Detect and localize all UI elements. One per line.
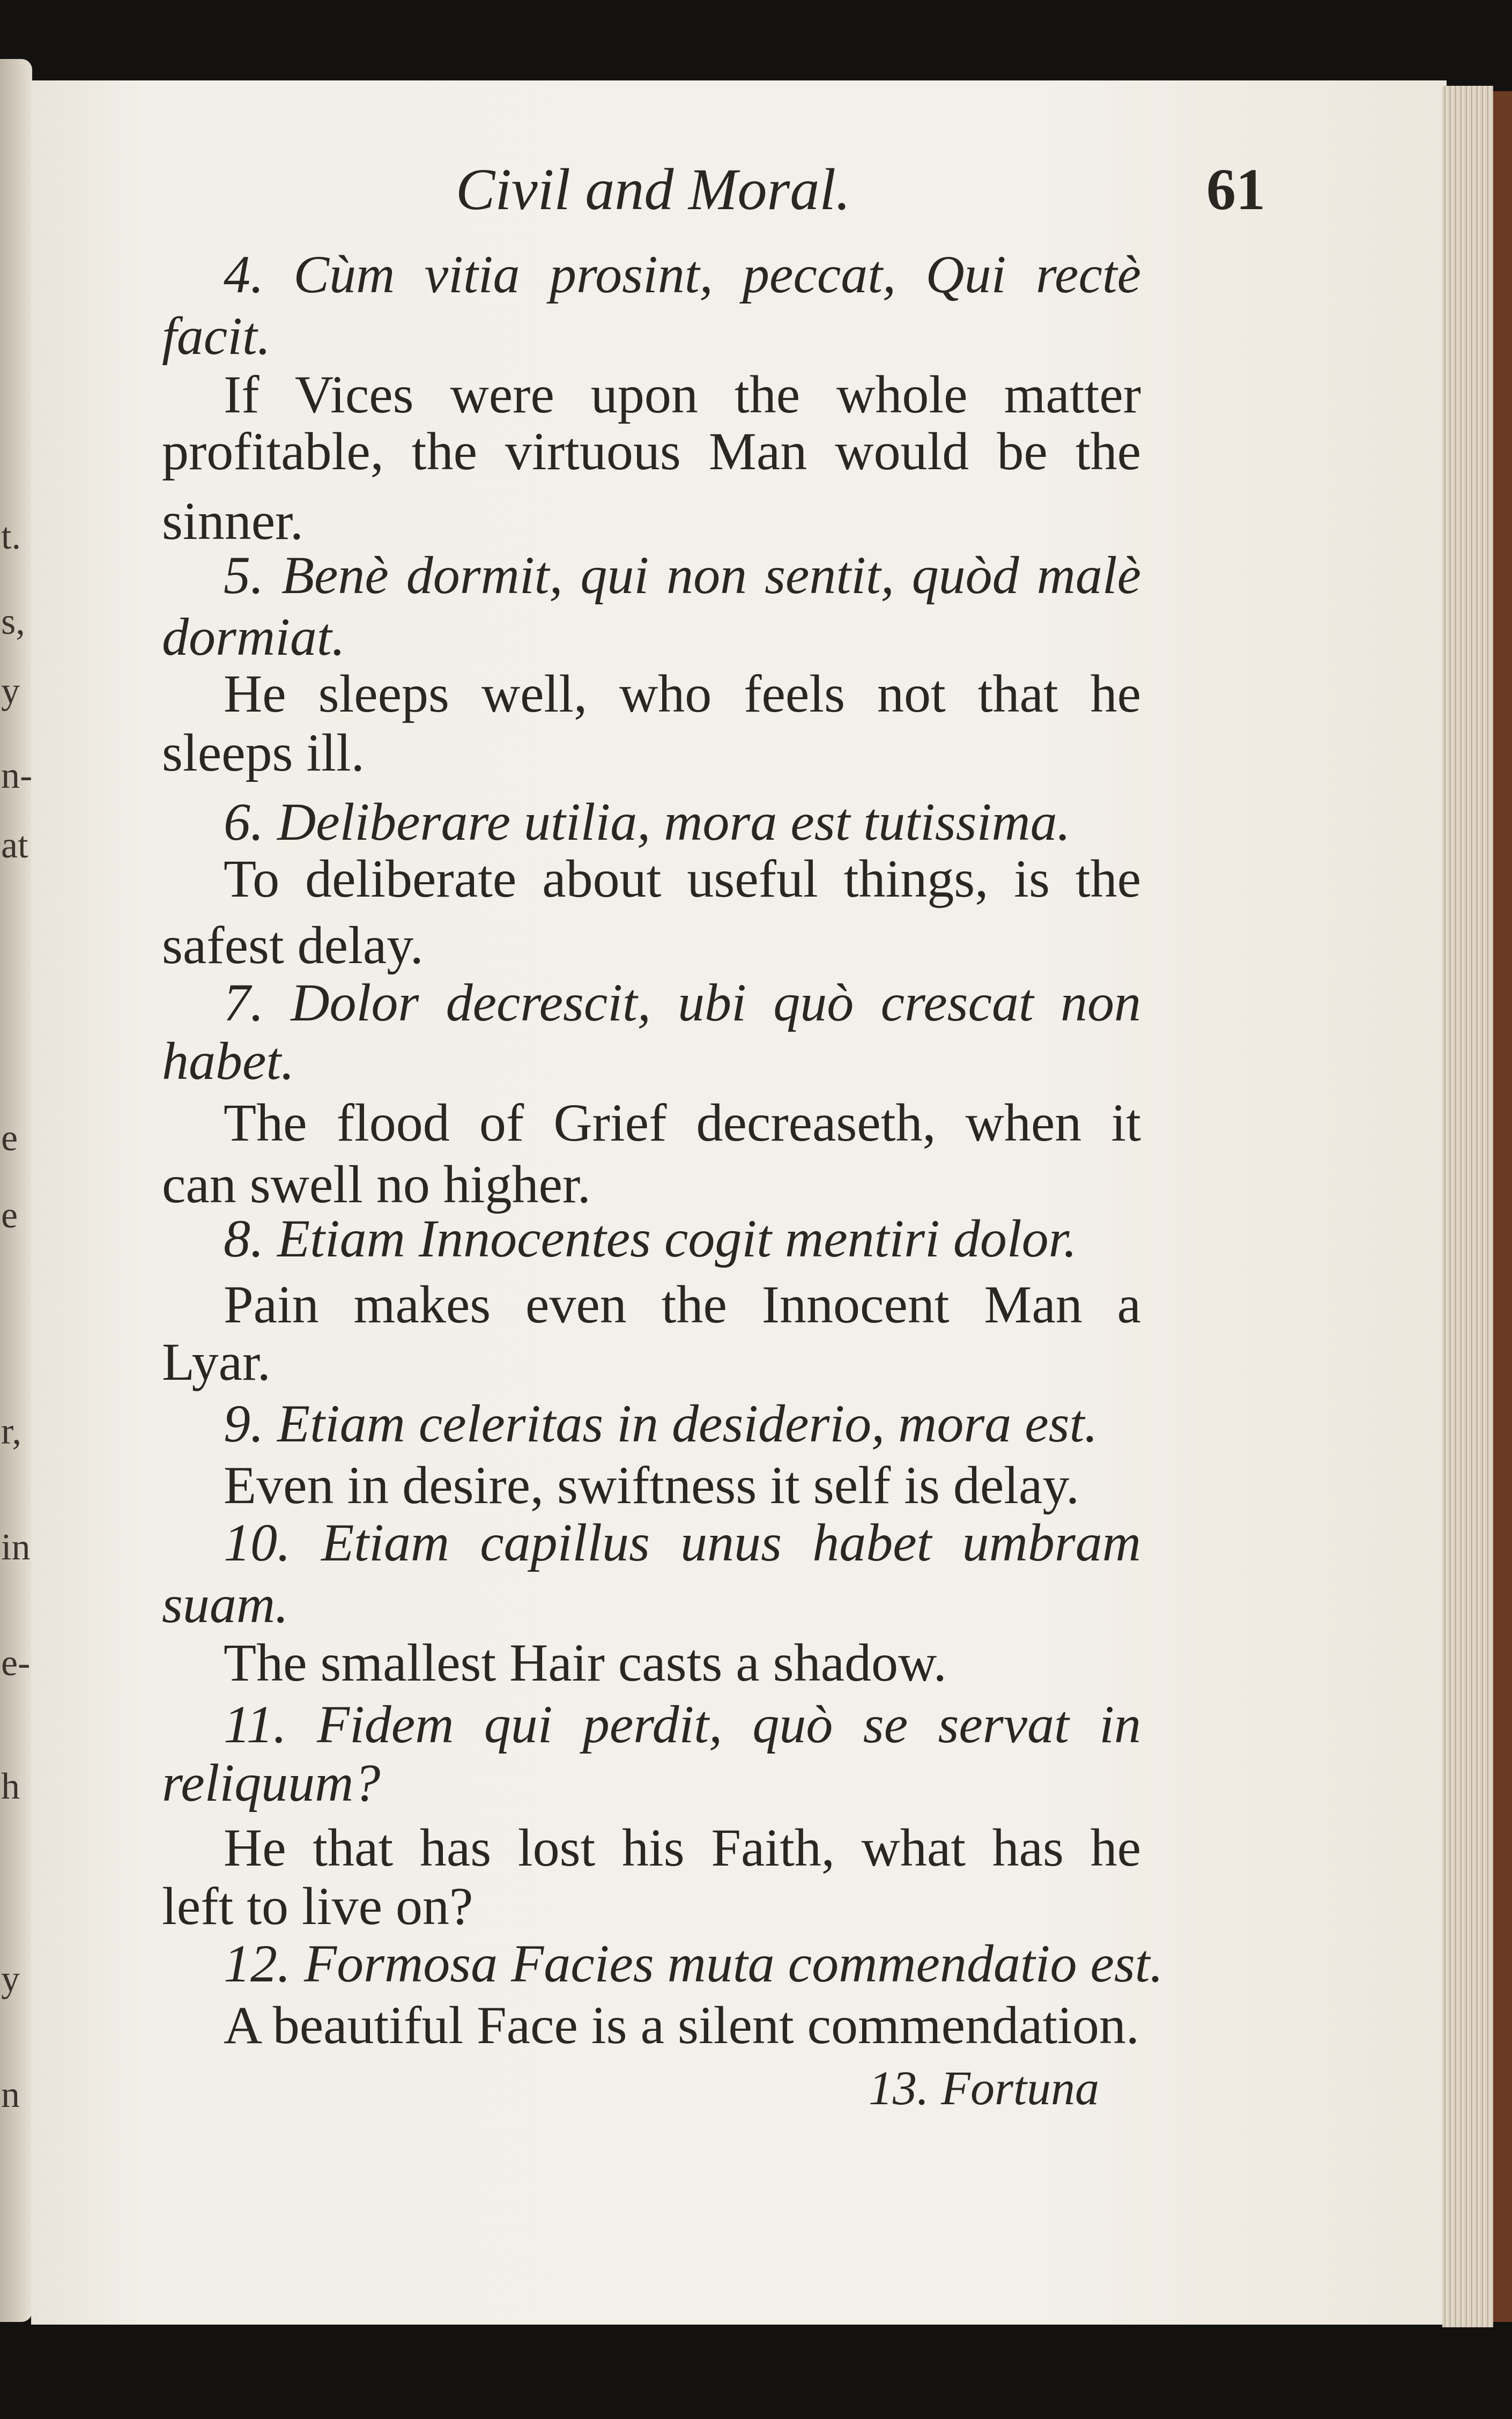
facing-page-text-fragment: n- xyxy=(1,755,33,797)
page-edges xyxy=(1442,86,1493,2327)
english-translation-line: The flood of Grief decreaseth, when it xyxy=(224,1092,1141,1152)
english-translation-line: The smallest Hair casts a shadow. xyxy=(224,1632,947,1692)
english-translation-line: He sleeps well, who feels not that he xyxy=(224,664,1141,724)
latin-maxim-line: 12. Formosa Facies muta commendatio est. xyxy=(224,1933,1163,1993)
facing-page-text-fragment: t. xyxy=(1,516,21,558)
english-translation-line: profitable, the virtuous Man would be the xyxy=(162,421,1141,482)
facing-page-text-fragment: y xyxy=(1,670,20,712)
facing-page-text-fragment: h xyxy=(1,1765,20,1807)
facing-page-text-fragment: e xyxy=(1,1118,18,1159)
latin-maxim-line: 10. Etiam capillus unus habet umbram xyxy=(224,1512,1141,1572)
page-number: 61 xyxy=(1206,157,1265,222)
latin-maxim-line: 6. Deliberare utilia, mora est tutissima. xyxy=(224,791,1071,852)
english-translation-line: He that has lost his Faith, what has he xyxy=(224,1818,1141,1878)
latin-maxim-line: 4. Cùm vitia prosint, peccat, Qui rectè xyxy=(224,244,1141,304)
catchword: 13. Fortuna xyxy=(869,2062,1100,2115)
facing-page-text-fragment: e- xyxy=(1,1642,31,1684)
english-translation-line: sinner. xyxy=(162,491,303,551)
english-translation-line: To deliberate about useful things, is the xyxy=(224,849,1141,909)
running-header: Civil and Moral. xyxy=(456,157,851,222)
english-translation-line: If Vices were upon the whole matter xyxy=(224,365,1141,425)
english-translation-line: sleeps ill. xyxy=(162,722,365,782)
latin-maxim-line: habet. xyxy=(162,1031,295,1091)
facing-page-text-fragment: n xyxy=(1,2074,20,2116)
english-translation-line: Even in desire, swiftness it self is delay. xyxy=(224,1455,1079,1515)
facing-page-text-fragment: in xyxy=(1,1526,31,1568)
english-translation-line: A beautiful Face is a silent commendation. xyxy=(224,1995,1139,2055)
english-translation-line: safest delay. xyxy=(162,915,424,975)
english-translation-line: Pain makes even the Innocent Man a xyxy=(224,1275,1141,1335)
latin-maxim-line: 5. Benè dormit, qui non sentit, quòd malè xyxy=(224,545,1141,605)
facing-page-text-fragment: s, xyxy=(1,601,25,642)
english-translation-line: can swell no higher. xyxy=(162,1155,591,1215)
latin-maxim-line: 7. Dolor decrescit, ubi quò crescat non xyxy=(224,972,1141,1032)
latin-maxim-line: 9. Etiam celeritas in desiderio, mora est. xyxy=(224,1393,1098,1453)
facing-page-text-fragment: y xyxy=(1,1958,20,2000)
facing-page-text-fragment: r, xyxy=(1,1410,22,1452)
latin-maxim-line: facit. xyxy=(162,306,271,366)
latin-maxim-line: 8. Etiam Innocentes cogit mentiri dolor. xyxy=(224,1208,1077,1268)
english-translation-line: Lyar. xyxy=(162,1331,271,1392)
latin-maxim-line: 11. Fidem qui perdit, quò se servat in xyxy=(224,1695,1141,1754)
latin-maxim-line: reliquum? xyxy=(162,1753,381,1813)
latin-maxim-line: dormiat. xyxy=(162,606,345,667)
facing-page-text-fragment: e xyxy=(1,1195,18,1237)
facing-page-text-fragment: at xyxy=(1,824,28,866)
latin-maxim-line: suam. xyxy=(162,1574,289,1634)
english-translation-line: left to live on? xyxy=(162,1876,473,1936)
book-cover-edge xyxy=(1493,91,1512,2322)
